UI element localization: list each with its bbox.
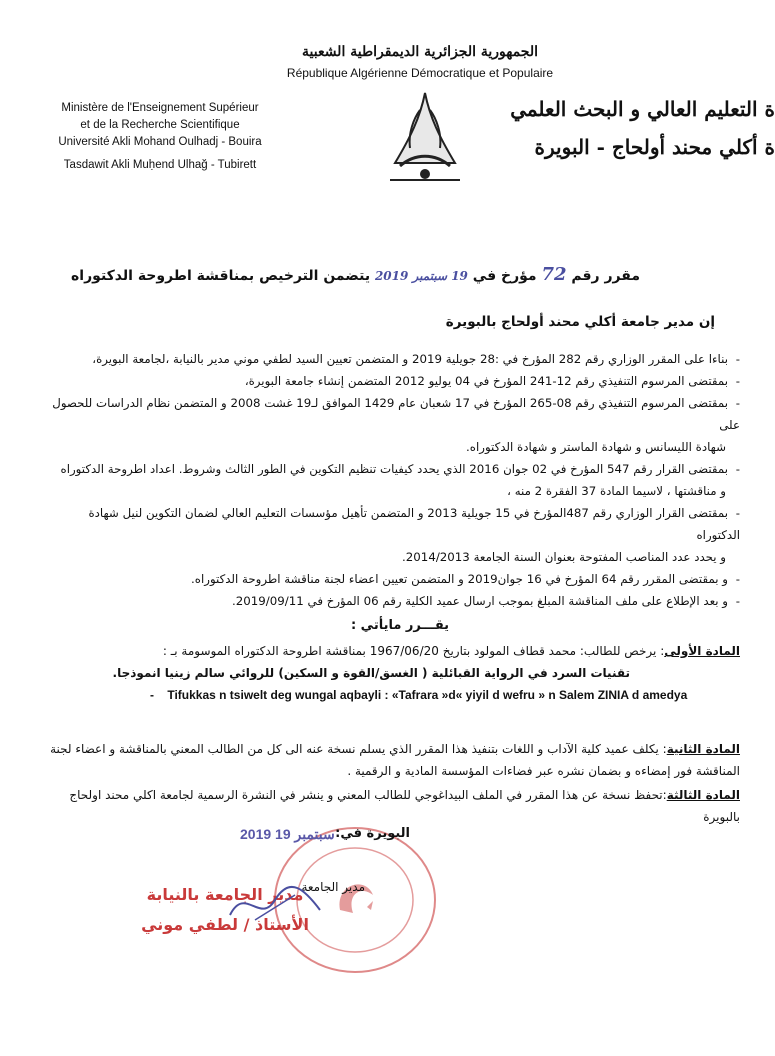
ministry-line-ar: ة التعليم العالي و البحث العلمي (510, 97, 775, 121)
ministry-line: et de la Recherche Scientifique (80, 119, 240, 131)
article-2 (35, 738, 740, 782)
decides-heading: يقـــرر مايأتي : (350, 618, 450, 633)
article-1-line (35, 640, 740, 662)
clause-continuation: و يحدد عدد المناصب المفتوحة بعنوان السنة الجامعة 2014/2013. (402, 550, 726, 564)
article-1 (35, 640, 740, 684)
stamp-name: الأستاذ / لطفي موني (141, 915, 309, 934)
handwritten-signature (225, 875, 325, 935)
decision-number: 72 (541, 264, 567, 285)
article-2-label: المادة الثانية (666, 742, 740, 756)
clause: -و بعد الإطلاع على ملف المناقشة المبلغ بموجب ارسال عميد الكلية رقم 06 المؤرخ في 2019/09/11. (232, 594, 740, 608)
ministry-block-ar (510, 90, 775, 166)
title-dated: مؤرخ في (472, 268, 537, 284)
director-title: مدير الجامعة (301, 880, 365, 894)
article-1-text: : يرخص للطالب: محمد قطاف المولود بتاريخ 1967/06/20 بمناقشة اطروحة الدكتوراه الموسومة بـ : (162, 644, 665, 658)
clause: -بمقتضى القرار رقم 547 المؤرخ في 02 جوان 2016 الذي يحدد كيفيات تنظيم التكوين في الطور الثالث وشروط. اعداد اطروحة الدكتوراه (60, 462, 740, 476)
university-amazigh-line: Tasdawit Akli Muḥend Ulhağ - Tubirett (63, 159, 257, 171)
ministry-block-fr (40, 100, 280, 174)
article-2-text: : يكلف عميد كلية الآداب و اللغات بتنفيذ هذا المقرر الذي يسلم نسخة عنه الى كل من الطالب المعني بالمناقشة و اعضاء لجنة المناقشة فور إمضاءه و بضمان نشره عبر فضاءات المؤسسة المادية و الرقمية . (50, 742, 740, 778)
clause: -بمقتضى المرسوم التنفيذي رقم 12-241 المؤرخ في 04 يوليو 2012 المتضمن إنشاء جامعة البويرة، (244, 374, 740, 388)
issuer-line: إن مدير جامعة أكلي محند أولحاج بالبويرة (445, 314, 715, 330)
header-republic-ar: الجمهورية الجزائرية الديمقراطية الشعبية (301, 44, 538, 60)
university-logo (380, 88, 470, 188)
title-rest: يتضمن الترخيص بمناقشة اطروحة الدكتوراه (71, 268, 371, 284)
clause-continuation: و مناقشتها ، لاسيما المادة 37 الفقرة 2 منه ، (507, 484, 726, 498)
thesis-title-latin: - Tifukkas n tsiwelt deg wungal aqbayli : «Tafrara »d« yiyil d wefru » n Salem ZINIA d amedya (150, 688, 688, 702)
stamp-title: مدير الجامعة بالنيابة (146, 885, 304, 904)
article-1-label: المادة الأولى (664, 644, 740, 658)
place-and-date: البويرة في: (335, 826, 410, 841)
clause: -بناءا على المقرر الوزاري رقم 282 المؤرخ في :28 جويلية 2019 و المتضمن تعيين السيد لطفي موني مدير بالنيابة ،لجامعة البويرة، (92, 352, 740, 366)
clause: -بمقتضى المرسوم التنفيذي رقم 08-265 المؤرخ في 17 شعبان عام 1429 الموافق لـ19 غشت 2008 و المتضمن نظام الدراسات للحصول على (52, 396, 740, 432)
clause: -و بمقتضى المقرر رقم 64 المؤرخ في 16 جوان2019 و المتضمن تعيين اعضاء لجنة مناقشة اطروحة الدكتوراه. (191, 572, 740, 586)
date-stamp: 2019 سبتمبر 19 (240, 826, 335, 842)
decision-title (71, 264, 640, 285)
bullet-icon: - (150, 688, 168, 702)
clause: -بمقتضى القرار الوزاري رقم 487المؤرخ في 15 جويلية 2013 و المتضمن تأهيل مؤسسات التعليم العالي لضمان التكوين لنيل شهادة الدكتوراه (88, 506, 740, 542)
title-prefix: مقرر رقم (571, 268, 640, 284)
article-3-label: المادة الثالثة (666, 788, 740, 802)
decision-date: 19 سبتمبر 2019 (374, 269, 468, 283)
university-line: Université Akli Mohand Oulhadj - Bouira (58, 136, 262, 148)
header-republic-fr: République Algérienne Démocratique et Populaire (286, 66, 554, 80)
university-line-ar: ة أكلي محند أولحاج - البويرة (534, 135, 775, 159)
thesis-title-ar: تقنيات السرد في الرواية القبائلية ( الغسق/القوة و السكين) للروائي سالم زينيا انموذجا. (112, 666, 630, 680)
preamble (45, 348, 740, 612)
article-3-text: :تحفظ نسخة عن هذا المقرر في الملف البيداغوجي للطالب المعني و ينشر في النشرة الرسمية لجامعة اكلي محند اولحاج بالبويرة (69, 788, 740, 824)
clause-continuation: شهادة الليسانس و شهادة الماستر و شهادة الدكتوراه. (466, 440, 726, 454)
ministry-line: Ministère de l'Enseignement Supérieur (61, 102, 259, 114)
